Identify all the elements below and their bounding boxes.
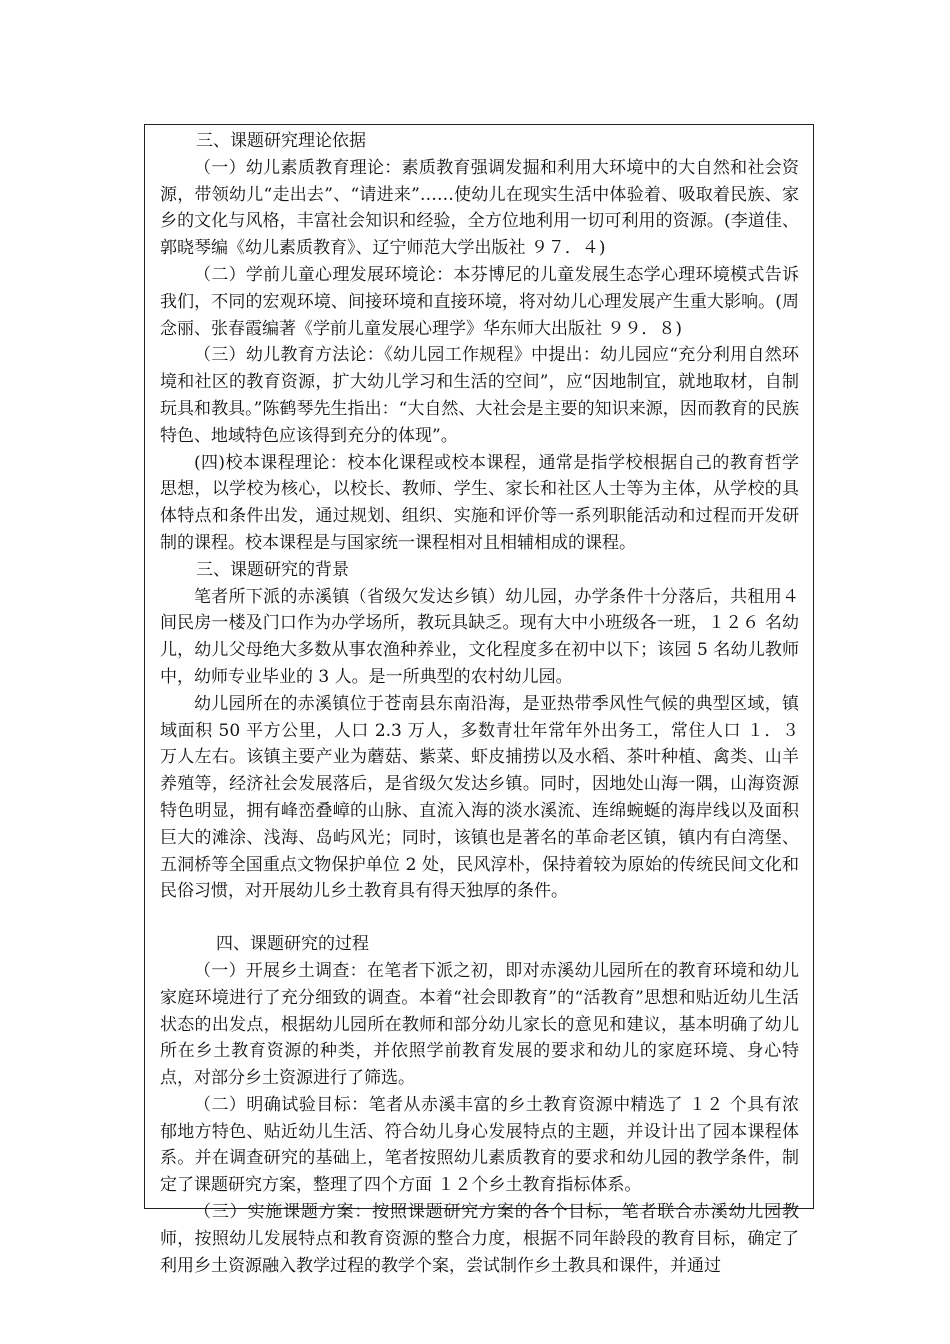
paragraph: （三）幼儿教育方法论：《幼儿园工作规程》中提出：幼儿园应“充分利用自然环境和社区的教育资源，扩大幼儿学习和生活的空间”，应“因地制宜，就地取材，自制玩具和教具。”陈鹤琴先生指出：“大自然、大社会是主要的知识来源，因而教育的民族特色、地域特色应该得到充分的体现”。 [160, 345, 799, 446]
document-body [145, 125, 813, 1276]
paragraph: 幼儿园所在的赤溪镇位于苍南县东南沿海，是亚热带季风性气候的典型区域，镇域面积 50 平方公里，人口 2.3 万人，多数青壮年常年外出务工，常住人口 １．３ 万人左右。该镇主要产业为蘑菇、紫菜、虾皮捕捞以及水稻、茶叶种植、禽类、山羊养殖等，经济社会发展落后，是省级欠发达乡镇。同时，因地处山海一隅，山海资源特色明显，拥有峰峦叠嶂的山脉、直流入海的淡水溪流、连绵蜿蜒的海岸线以及面积巨大的滩涂、浅海、岛屿风光；同时，该镇也是著名的革命老区镇，镇内有白湾堡、五洞桥等全国重点文物保护单位 2 处，民风淳朴，保持着较为原始的传统民间文化和民俗习惯，对开展幼儿乡土教育具有得天独厚的条件。 [160, 693, 799, 902]
paragraph: （一）开展乡土调查：在笔者下派之初，即对赤溪幼儿园所在的教育环境和幼儿家庭环境进行了充分细致的调查。本着“社会即教育”的“活教育”思想和贴近幼儿生活状态的出发点，根据幼儿园所在教师和部分幼儿家长的意见和建议，基本明确了幼儿所在乡土教育资源的种类，并依照学前教育发展的要求和幼儿的家庭环境、身心特点，对部分乡土资源进行了筛选。 [160, 960, 799, 1089]
section-heading: 四、课题研究的过程 [216, 934, 369, 955]
section-heading: 三、课题研究的背景 [196, 559, 349, 580]
blank-line [160, 905, 799, 931]
paragraph: 笔者所下派的赤溪镇（省级欠发达乡镇）幼儿园，办学条件十分落后，共租用４ 间民房一楼及门口作为办学场所，教玩具缺乏。现有大中小班级各一班，１２６ 名幼儿，幼儿父母绝大多数从事农渔种养业，文化程度多在初中以下；该园 5 名幼儿教师中，幼师专业毕业的 3 人。是一所典型的农村幼儿园。 [160, 586, 799, 687]
section-heading: 三、课题研究理论依据 [196, 131, 366, 151]
paragraph: (四)校本课程理论：校本化课程或校本课程，通常是指学校根据自己的教育哲学思想，以学校为核心，以校长、教师、学生、家长和社区人士等为主体，从学校的具体特点和条件出发，通过规划、组织、实施和评价等一系列职能活动和过程而开发研制的课程。校本课程是与国家统一课程相对且相辅相成的课程。 [160, 452, 799, 553]
paragraph: （二）学前儿童心理发展环境论：本芬博尼的儿童发展生态学心理环境模式告诉我们，不同的宏观环境、间接环境和直接环境，将对幼儿心理发展产生重大影响。(周念丽、张春霞编著《学前儿童发展心理学》华东师大出版社 ９９．８) [160, 264, 799, 339]
paragraph: （一）幼儿素质教育理论：素质教育强调发掘和利用大环境中的大自然和社会资源，带领幼儿“走出去”、“请进来”……使幼儿在现实生活中体验着、吸取着民族、家乡的文化与风格，丰富社会知识和经验，全方位地利用一切可利用的资源。(李道佳、郭晓琴编《幼儿素质教育》、辽宁师范大学出版社 ９７．４) [160, 157, 799, 259]
document-table-cell [144, 124, 814, 1276]
paragraph: （三）实施课题方案：按照课题研究方案的各个目标，笔者联合赤溪幼儿园教师，按照幼儿发展特点和教育资源的整合力度，根据不同年龄段的教育目标，确定了利用乡土资源融入教学过程的教学个案，尝试制作乡土教具和课件，并通过 [160, 1202, 799, 1276]
paragraph: （二）明确试验目标：笔者从赤溪丰富的乡土教育资源中精选了 １２ 个具有浓郁地方特色、贴近幼儿生活、符合幼儿身心发展特点的主题，并设计出了园本课程体系。并在调查研究的基础上，笔者按照幼儿素质教育的要求和幼儿园的教学条件，制定了课题研究方案，整理了四个方面 １２个乡土教育指标体系。 [160, 1094, 799, 1196]
